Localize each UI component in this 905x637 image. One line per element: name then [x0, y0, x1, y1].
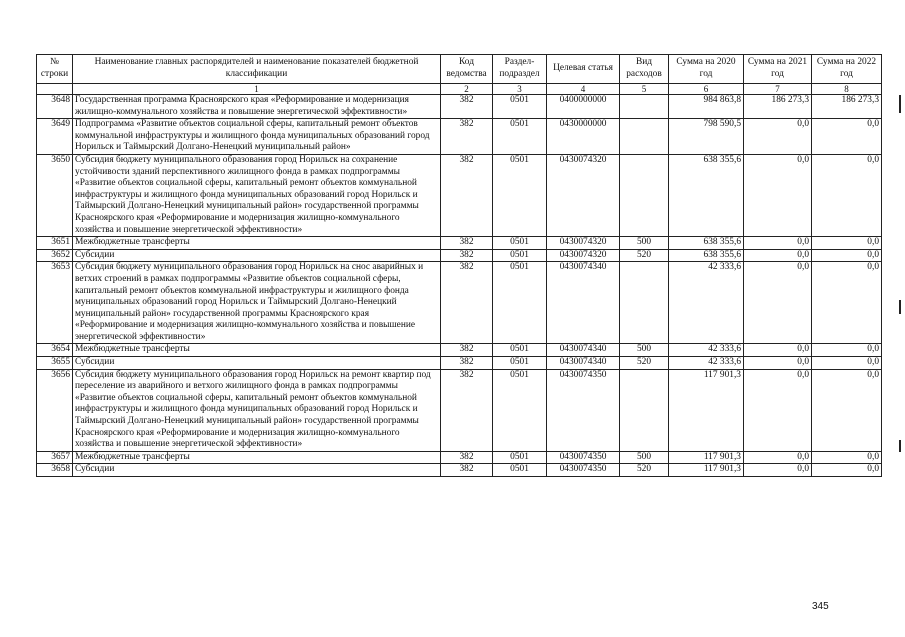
row-sum-2022: 0,0 — [812, 344, 882, 357]
row-sum-2021: 0,0 — [744, 262, 812, 344]
column-number: 3 — [493, 84, 547, 95]
row-dept-code: 382 — [441, 154, 493, 236]
row-article: 0430074320 — [547, 237, 620, 250]
header-article: Целевая статья — [547, 55, 620, 84]
row-sum-2022: 0,0 — [812, 262, 882, 344]
row-article: 0430074350 — [547, 451, 620, 464]
scan-edge-mark — [899, 300, 901, 314]
row-sum-2022: 0,0 — [812, 249, 882, 262]
header-dept-code: Код ведомства — [441, 55, 493, 84]
table-row — [37, 119, 882, 155]
table-row — [37, 262, 882, 344]
row-expense-type: 520 — [620, 357, 669, 370]
row-number: 3656 — [37, 369, 73, 451]
row-expense-type: 500 — [620, 344, 669, 357]
row-sum-2020: 798 590,5 — [669, 119, 744, 155]
column-number: 4 — [547, 84, 620, 95]
row-dept-code: 382 — [441, 464, 493, 477]
row-article: 0400000000 — [547, 95, 620, 119]
row-name: Субсидия бюджету муниципального образования город Норильск на снос аварийных и ветхих строений в рамках подпрограммы «Развитие объектов социальной сферы, капитальный ремонт объектов коммунальной инфраструктуры и жилищного фонда муниципальных образований город Норильск и Таймырский Долгано-Ненецкий муниципальный район» государственной программы Красноярского края «Реформирование и модернизация жилищно-коммунального хозяйства и повышение энергетической эффективности» — [73, 262, 441, 344]
row-section: 0501 — [493, 237, 547, 250]
table-row — [37, 95, 882, 119]
header-expense-type: Вид расходов — [620, 55, 669, 84]
row-name: Субсидии — [73, 464, 441, 477]
header-sum-2020: Сумма на 2020 год — [669, 55, 744, 84]
column-number: 2 — [441, 84, 493, 95]
row-sum-2022: 0,0 — [812, 464, 882, 477]
row-section: 0501 — [493, 262, 547, 344]
row-dept-code: 382 — [441, 237, 493, 250]
row-expense-type: 500 — [620, 451, 669, 464]
row-sum-2022: 0,0 — [812, 154, 882, 236]
row-dept-code: 382 — [441, 369, 493, 451]
row-expense-type — [620, 262, 669, 344]
row-sum-2020: 638 355,6 — [669, 154, 744, 236]
row-section: 0501 — [493, 95, 547, 119]
row-name: Субсидии — [73, 249, 441, 262]
row-dept-code: 382 — [441, 344, 493, 357]
table-row — [37, 249, 882, 262]
row-sum-2020: 42 333,6 — [669, 357, 744, 370]
budget-table — [36, 54, 882, 477]
row-number: 3649 — [37, 119, 73, 155]
column-number: 5 — [620, 84, 669, 95]
header-row-number: № строки — [37, 55, 73, 84]
row-article: 0430000000 — [547, 119, 620, 155]
row-sum-2021: 0,0 — [744, 249, 812, 262]
row-article: 0430074350 — [547, 369, 620, 451]
row-section: 0501 — [493, 357, 547, 370]
row-section: 0501 — [493, 154, 547, 236]
row-sum-2021: 0,0 — [744, 237, 812, 250]
row-expense-type — [620, 369, 669, 451]
row-number: 3653 — [37, 262, 73, 344]
row-sum-2021: 0,0 — [744, 464, 812, 477]
row-dept-code: 382 — [441, 451, 493, 464]
row-number: 3652 — [37, 249, 73, 262]
row-article: 0430074340 — [547, 344, 620, 357]
row-sum-2021: 0,0 — [744, 344, 812, 357]
row-sum-2021: 0,0 — [744, 369, 812, 451]
row-dept-code: 382 — [441, 357, 493, 370]
row-name: Государственная программа Красноярского края «Реформирование и модернизация жилищно-коммунального хозяйства и повышение энергетической эффективности» — [73, 95, 441, 119]
table-row — [37, 154, 882, 236]
table-row — [37, 344, 882, 357]
row-name: Подпрограмма «Развитие объектов социальной сферы, капитальный ремонт объектов коммунальной инфраструктуры и жилищного фонда муниципальных образований город Норильск и Таймырский Долгано-Ненецкий муниципальный район» — [73, 119, 441, 155]
row-article: 0430074320 — [547, 154, 620, 236]
row-section: 0501 — [493, 119, 547, 155]
row-dept-code: 382 — [441, 119, 493, 155]
row-sum-2020: 638 355,6 — [669, 237, 744, 250]
row-sum-2022: 0,0 — [812, 237, 882, 250]
row-expense-type — [620, 154, 669, 236]
row-sum-2020: 117 901,3 — [669, 464, 744, 477]
table-row — [37, 369, 882, 451]
header-name: Наименование главных распорядителей и наименование показателей бюджетной классификации — [73, 55, 441, 84]
page-number: 345 — [812, 601, 829, 612]
row-number: 3657 — [37, 451, 73, 464]
row-sum-2020: 984 863,8 — [669, 95, 744, 119]
column-number: 8 — [812, 84, 882, 95]
column-number — [37, 84, 73, 95]
row-section: 0501 — [493, 249, 547, 262]
row-number: 3658 — [37, 464, 73, 477]
table-row — [37, 357, 882, 370]
row-section: 0501 — [493, 464, 547, 477]
header-sum-2021: Сумма на 2021 год — [744, 55, 812, 84]
row-name: Межбюджетные трансферты — [73, 344, 441, 357]
row-expense-type — [620, 95, 669, 119]
budget-page — [36, 54, 881, 477]
scan-edge-mark — [899, 440, 901, 452]
row-expense-type — [620, 119, 669, 155]
row-article: 0430074350 — [547, 464, 620, 477]
row-sum-2021: 0,0 — [744, 119, 812, 155]
row-sum-2022: 0,0 — [812, 119, 882, 155]
row-sum-2020: 638 355,6 — [669, 249, 744, 262]
header-sum-2022: Сумма на 2022 год — [812, 55, 882, 84]
row-article: 0430074340 — [547, 357, 620, 370]
row-name: Межбюджетные трансферты — [73, 237, 441, 250]
column-number: 6 — [669, 84, 744, 95]
row-sum-2020: 117 901,3 — [669, 369, 744, 451]
row-number: 3648 — [37, 95, 73, 119]
row-number: 3655 — [37, 357, 73, 370]
row-sum-2022: 186 273,3 — [812, 95, 882, 119]
scan-edge-mark — [899, 95, 901, 113]
row-sum-2022: 0,0 — [812, 451, 882, 464]
row-dept-code: 382 — [441, 262, 493, 344]
row-sum-2020: 42 333,6 — [669, 344, 744, 357]
row-expense-type: 520 — [620, 249, 669, 262]
row-sum-2022: 0,0 — [812, 357, 882, 370]
row-name: Межбюджетные трансферты — [73, 451, 441, 464]
row-number: 3650 — [37, 154, 73, 236]
row-section: 0501 — [493, 451, 547, 464]
header-section: Раздел-подраздел — [493, 55, 547, 84]
row-article: 0430074340 — [547, 262, 620, 344]
row-name: Субсидия бюджету муниципального образования город Норильск на сохранение устойчивости зданий перспективного жилищного фонда в рамках подпрограммы «Развитие объектов социальной сферы, капитальный ремонт объектов коммунальной инфраструктуры и жилищного фонда муниципальных образований город Норильск и Таймырский Долгано-Ненецкий муниципальный район» государственной программы Красноярского края «Реформирование и модернизация жилищно-коммунального хозяйства и повышение энергетической эффективности» — [73, 154, 441, 236]
table-header-row — [37, 55, 882, 84]
row-section: 0501 — [493, 344, 547, 357]
row-sum-2021: 0,0 — [744, 357, 812, 370]
row-dept-code: 382 — [441, 249, 493, 262]
row-article: 0430074320 — [547, 249, 620, 262]
row-dept-code: 382 — [441, 95, 493, 119]
row-number: 3651 — [37, 237, 73, 250]
column-number: 7 — [744, 84, 812, 95]
row-sum-2020: 42 333,6 — [669, 262, 744, 344]
column-number: 1 — [73, 84, 441, 95]
table-row — [37, 237, 882, 250]
row-sum-2021: 0,0 — [744, 154, 812, 236]
row-sum-2022: 0,0 — [812, 369, 882, 451]
table-row — [37, 464, 882, 477]
row-name: Субсидии — [73, 357, 441, 370]
row-sum-2021: 0,0 — [744, 451, 812, 464]
row-name: Субсидия бюджету муниципального образования город Норильск на ремонт квартир под переселение из аварийного и ветхого жилищного фонда в рамках подпрограммы «Развитие объектов социальной сферы, капитальный ремонт объектов коммунальной инфраструктуры и жилищного фонда муниципальных образований город Норильск и Таймырский Долгано-Ненецкий муниципальный район» государственной программы Красноярского края «Реформирование и модернизация жилищно-коммунального хозяйства и повышение энергетической эффективности» — [73, 369, 441, 451]
row-section: 0501 — [493, 369, 547, 451]
row-sum-2021: 186 273,3 — [744, 95, 812, 119]
column-number-row — [37, 84, 882, 95]
row-expense-type: 520 — [620, 464, 669, 477]
table-row — [37, 451, 882, 464]
row-sum-2020: 117 901,3 — [669, 451, 744, 464]
row-number: 3654 — [37, 344, 73, 357]
row-expense-type: 500 — [620, 237, 669, 250]
